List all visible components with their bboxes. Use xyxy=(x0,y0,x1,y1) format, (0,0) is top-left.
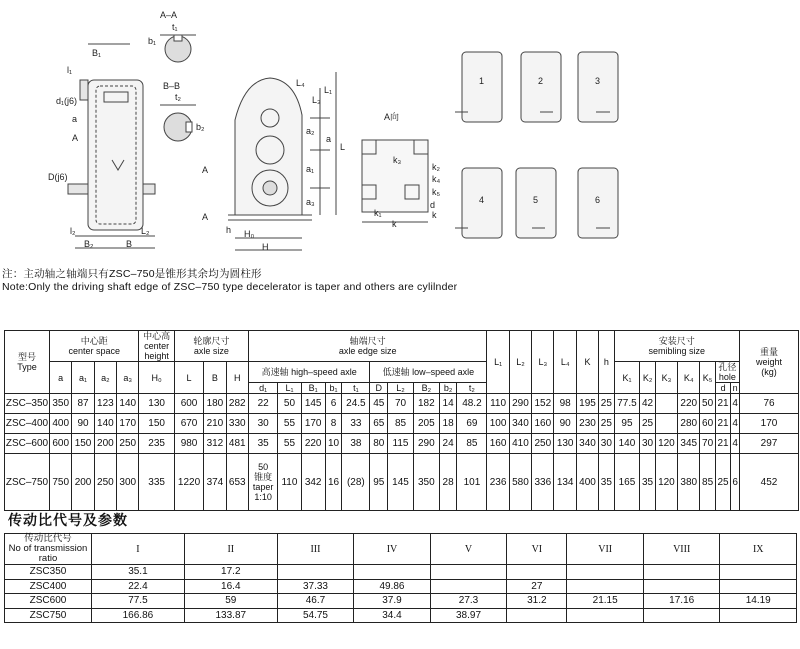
cell: 8 xyxy=(325,414,342,434)
label-H: H xyxy=(262,242,269,252)
cell: 6 xyxy=(325,394,342,414)
header-L3: L₃ xyxy=(532,331,554,394)
cell: 4 xyxy=(731,414,740,434)
cell: 220 xyxy=(678,394,700,414)
label-L2: L₂ xyxy=(141,226,150,236)
header-axle-edge-size: 轴端尺寸 axle edge size xyxy=(248,331,486,362)
cell: 55 xyxy=(278,434,301,454)
label-k3: k₃ xyxy=(393,155,402,165)
header-H: H xyxy=(226,362,248,394)
cell: 95 xyxy=(370,454,388,511)
ratio-cell: 37.33 xyxy=(277,579,354,594)
cell: 21 xyxy=(715,414,731,434)
label-L4: L₄ xyxy=(296,78,305,88)
cell: 200 xyxy=(94,434,116,454)
ratio-cell xyxy=(277,565,354,580)
cell: 35 xyxy=(599,454,614,511)
ratio-cell: 54.75 xyxy=(277,608,354,623)
view-a-label: A向 xyxy=(384,112,400,122)
cell: 230 xyxy=(576,414,598,434)
cell: 70 xyxy=(700,434,715,454)
ratio-cell: 37.9 xyxy=(354,594,431,609)
cell: 30 xyxy=(248,414,277,434)
cell: 14 xyxy=(439,394,457,414)
cell: 165 xyxy=(614,454,640,511)
cell: 280 xyxy=(678,414,700,434)
cell-weight: 452 xyxy=(740,454,799,511)
label-t2: t₂ xyxy=(175,92,181,102)
cell: 85 xyxy=(457,434,487,454)
cell: 90 xyxy=(554,414,576,434)
label-L: L xyxy=(340,142,346,152)
cell: 120 xyxy=(655,454,677,511)
ratio-model: ZSC750 xyxy=(5,608,92,623)
cell: 80 xyxy=(370,434,388,454)
cell: 145 xyxy=(388,454,414,511)
header-n: n xyxy=(732,383,738,393)
cell: 250 xyxy=(117,434,139,454)
header-L1: L₁ xyxy=(487,331,509,394)
layout-2-number: 2 xyxy=(538,76,544,86)
cell: 50 xyxy=(700,394,715,414)
cell: 380 xyxy=(678,454,700,511)
cell: 70 xyxy=(388,394,414,414)
cell: 110 xyxy=(278,454,301,511)
cell: 345 xyxy=(678,434,700,454)
cell: (28) xyxy=(342,454,370,511)
ratio-code-8: VIII xyxy=(643,534,720,565)
header-a3: a₃ xyxy=(117,362,139,394)
header-L4: L₄ xyxy=(554,331,576,394)
header-K5: K₅ xyxy=(700,362,715,394)
header-type: 型号 Type xyxy=(5,331,50,394)
ratio-section-title: 传动比代号及参数 xyxy=(8,512,128,528)
cell: 25 xyxy=(715,454,731,511)
header-t1: t₁ xyxy=(342,383,370,394)
ratio-cell: 49.86 xyxy=(354,579,431,594)
label-k1: k₁ xyxy=(374,208,382,218)
ratio-cell: 21.15 xyxy=(567,594,644,609)
cell: 653 xyxy=(226,454,248,511)
ratio-cell: 59 xyxy=(184,594,277,609)
cell xyxy=(655,394,677,414)
section-aa-label: A–A xyxy=(160,10,178,20)
cell: 4 xyxy=(731,394,740,414)
cell: 374 xyxy=(204,454,226,511)
cell: 182 xyxy=(413,394,439,414)
cell: 6 xyxy=(731,454,740,511)
cell: 300 xyxy=(117,454,139,511)
ratio-cell xyxy=(567,565,644,580)
table-row xyxy=(5,594,797,609)
cell: 130 xyxy=(139,394,174,414)
cell: 340 xyxy=(509,414,531,434)
cell: 750 xyxy=(50,454,72,511)
cell: 69 xyxy=(457,414,487,434)
cell: 152 xyxy=(532,394,554,414)
label-A-bottom: A xyxy=(202,212,209,222)
header-high-speed-axle: 高速轴 high–speed axle xyxy=(248,362,369,383)
cell: 90 xyxy=(72,414,94,434)
cell: 180 xyxy=(204,394,226,414)
header-low-speed-axle: 低速轴 low–speed axle xyxy=(370,362,487,383)
cell-weight: 170 xyxy=(740,414,799,434)
cell: 25 xyxy=(599,414,614,434)
layout-6-number: 6 xyxy=(595,195,601,205)
cell: 235 xyxy=(139,434,174,454)
header-d1: d₁ xyxy=(248,383,277,394)
cell-type: ZSC–400 xyxy=(5,414,50,434)
cell: 580 xyxy=(509,454,531,511)
cell: 65 xyxy=(370,414,388,434)
ratio-model: ZSC350 xyxy=(5,565,92,580)
cell: 236 xyxy=(487,454,509,511)
cell: 48.2 xyxy=(457,394,487,414)
label-k2: k₂ xyxy=(432,162,440,172)
ratio-code-4: IV xyxy=(354,534,431,565)
label-b1: b₁ xyxy=(148,36,157,46)
ratio-cell: 35.1 xyxy=(92,565,185,580)
cell: 4 xyxy=(731,434,740,454)
label-b2: b₂ xyxy=(196,122,205,132)
header-L2-small: L₂ xyxy=(388,383,414,394)
cell: 342 xyxy=(301,454,325,511)
cell: 30 xyxy=(640,434,655,454)
header-L1-small: L₁ xyxy=(278,383,301,394)
cell: 312 xyxy=(204,434,226,454)
note-english: Note:Only the driving shaft edge of ZSC–750 type decelerator is taper and others are cylilnder xyxy=(2,281,458,293)
ratio-cell xyxy=(720,579,797,594)
section-aa-drawing xyxy=(160,35,196,62)
header-weight: 重量 weight (kg) xyxy=(740,331,799,394)
ratio-code-9: IX xyxy=(720,534,797,565)
label-t1: t₁ xyxy=(172,22,178,32)
label-k5: k₅ xyxy=(432,187,441,197)
header-K1: K₁ xyxy=(614,362,640,394)
cell: 35 xyxy=(248,434,277,454)
cell xyxy=(655,414,677,434)
ratio-model: ZSC600 xyxy=(5,594,92,609)
cell: 160 xyxy=(532,414,554,434)
cell: 220 xyxy=(301,434,325,454)
cell: 170 xyxy=(301,414,325,434)
cell: 400 xyxy=(50,414,72,434)
ratio-cell: 77.5 xyxy=(92,594,185,609)
cell: 1220 xyxy=(174,454,203,511)
label-k4: k₄ xyxy=(432,174,441,184)
header-L: L xyxy=(174,362,203,394)
cell: 10 xyxy=(325,434,342,454)
ratio-code-2: II xyxy=(184,534,277,565)
ratio-model: ZSC400 xyxy=(5,579,92,594)
ratio-cell xyxy=(430,565,507,580)
side-view-drawing xyxy=(68,44,155,248)
label-d: d xyxy=(430,200,436,210)
technical-drawings xyxy=(0,0,800,262)
layout-1-number: 1 xyxy=(479,76,485,86)
cell: 600 xyxy=(50,434,72,454)
ratio-code-7: VII xyxy=(567,534,644,565)
header-center-height: 中心高 center height xyxy=(139,331,174,362)
label-a2: a₂ xyxy=(306,126,315,136)
ratio-cell xyxy=(720,565,797,580)
header-axle-size: 轮廓尺寸 axle size xyxy=(174,331,248,362)
cell: 150 xyxy=(72,434,94,454)
cell-weight: 297 xyxy=(740,434,799,454)
cell: 250 xyxy=(532,434,554,454)
cell: 130 xyxy=(554,434,576,454)
table-row xyxy=(5,565,797,580)
layout-5-number: 5 xyxy=(533,195,539,205)
view-a-drawing xyxy=(362,140,428,222)
cell: 30 xyxy=(599,434,614,454)
label-B2: B₂ xyxy=(84,239,94,249)
label-B: B xyxy=(126,239,133,249)
header-h: h xyxy=(599,331,614,394)
ratio-table xyxy=(4,533,797,623)
cell: 170 xyxy=(117,414,139,434)
cell: 600 xyxy=(174,394,203,414)
cell: 160 xyxy=(487,434,509,454)
ratio-cell: 133.87 xyxy=(184,608,277,623)
label-h: h xyxy=(226,225,232,235)
table-row xyxy=(5,454,799,511)
section-bb-label: B–B xyxy=(163,81,181,91)
label-a: a xyxy=(326,134,332,144)
label-a1: a₁ xyxy=(306,164,315,174)
label-a3: a₃ xyxy=(306,197,315,207)
ratio-cell: 34.4 xyxy=(354,608,431,623)
cell: 282 xyxy=(226,394,248,414)
table-row xyxy=(5,394,799,414)
cell: 145 xyxy=(301,394,325,414)
cell: 330 xyxy=(226,414,248,434)
cell: 335 xyxy=(139,454,174,511)
cell: 340 xyxy=(576,434,598,454)
ratio-cell: 166.86 xyxy=(92,608,185,623)
cell: 38 xyxy=(342,434,370,454)
ratio-header: 传动比代号 No of transmission ratio xyxy=(5,534,92,565)
cell: 85 xyxy=(388,414,414,434)
ratio-code-1: I xyxy=(92,534,185,565)
ratio-cell: 16.4 xyxy=(184,579,277,594)
ratio-cell xyxy=(507,608,567,623)
cell: 290 xyxy=(509,394,531,414)
ratio-cell: 17.2 xyxy=(184,565,277,580)
label-L1: L₁ xyxy=(324,85,333,95)
cell-taper: 50 锥度 taper 1:10 xyxy=(248,454,277,511)
header-d: d xyxy=(715,383,731,394)
header-B: B xyxy=(204,362,226,394)
cell: 98 xyxy=(554,394,576,414)
ratio-cell xyxy=(430,579,507,594)
header-t2: t₂ xyxy=(457,383,487,394)
cell-type: ZSC–600 xyxy=(5,434,50,454)
label-A: A xyxy=(72,133,79,143)
cell: 42 xyxy=(640,394,655,414)
cell: 21 xyxy=(715,394,731,414)
header-K: K xyxy=(576,331,598,394)
cell-type: ZSC–750 xyxy=(5,454,50,511)
cell: 400 xyxy=(576,454,598,511)
cell-weight: 76 xyxy=(740,394,799,414)
table-row xyxy=(5,579,797,594)
cell: 120 xyxy=(655,434,677,454)
cell: 150 xyxy=(139,414,174,434)
cell: 45 xyxy=(370,394,388,414)
ratio-code-3: III xyxy=(277,534,354,565)
cell: 100 xyxy=(487,414,509,434)
cell: 25 xyxy=(599,394,614,414)
cell: 101 xyxy=(457,454,487,511)
ratio-cell xyxy=(720,608,797,623)
header-b2: b₂ xyxy=(439,383,457,394)
header-K2: K₂ xyxy=(640,362,655,394)
cell: 123 xyxy=(94,394,116,414)
label-H0: H₀ xyxy=(244,229,255,239)
cell: 55 xyxy=(278,414,301,434)
header-a: a xyxy=(50,362,72,394)
cell: 85 xyxy=(700,454,715,511)
header-semibling-size: 安装尺寸 semibling size xyxy=(614,331,739,362)
header-H0: H₀ xyxy=(139,362,174,394)
label-kk: k xyxy=(432,210,437,220)
label-d1: d₁(j6) xyxy=(56,96,78,106)
ratio-cell xyxy=(507,565,567,580)
cell: 140 xyxy=(117,394,139,414)
spec-table xyxy=(4,330,799,511)
cell: 481 xyxy=(226,434,248,454)
label-l1: l₁ xyxy=(67,65,73,75)
cell: 25 xyxy=(640,414,655,434)
cell: 18 xyxy=(439,414,457,434)
cell: 200 xyxy=(72,454,94,511)
header-hole: 孔径 hole xyxy=(715,362,739,383)
cell: 24.5 xyxy=(342,394,370,414)
cell: 350 xyxy=(50,394,72,414)
label-B1: B₁ xyxy=(92,48,102,58)
header-K4: K₄ xyxy=(678,362,700,394)
ratio-cell xyxy=(643,579,720,594)
cell: 16 xyxy=(325,454,342,511)
cell: 410 xyxy=(509,434,531,454)
cell: 60 xyxy=(700,414,715,434)
cell: 250 xyxy=(94,454,116,511)
table-row xyxy=(5,434,799,454)
header-D: D xyxy=(370,383,388,394)
ratio-cell: 46.7 xyxy=(277,594,354,609)
ratio-cell: 38.97 xyxy=(430,608,507,623)
ratio-code-5: V xyxy=(430,534,507,565)
label-k: k xyxy=(392,219,397,229)
header-a1: a₁ xyxy=(72,362,94,394)
ratio-cell: 27.3 xyxy=(430,594,507,609)
cell: 22 xyxy=(248,394,277,414)
ratio-cell: 14.19 xyxy=(720,594,797,609)
ratio-cell: 17.16 xyxy=(643,594,720,609)
layout-4-number: 4 xyxy=(479,195,485,205)
cell: 33 xyxy=(342,414,370,434)
label-a: a xyxy=(72,114,78,124)
cell: 980 xyxy=(174,434,203,454)
layout-3-number: 3 xyxy=(595,76,601,86)
note-chinese: 注：主动轴之轴端只有ZSC–750是锥形其余均为圆柱形 xyxy=(2,268,262,280)
label-l2: l₂ xyxy=(70,226,76,236)
label-L3: L₃ xyxy=(312,95,321,105)
cell: 350 xyxy=(413,454,439,511)
cell-type: ZSC–350 xyxy=(5,394,50,414)
header-B2: B₂ xyxy=(413,383,439,394)
header-B1: B₁ xyxy=(301,383,325,394)
ratio-cell xyxy=(567,579,644,594)
ratio-cell xyxy=(643,565,720,580)
cell: 195 xyxy=(576,394,598,414)
cell: 21 xyxy=(715,434,731,454)
cell: 35 xyxy=(640,454,655,511)
table-row xyxy=(5,608,797,623)
cell: 50 xyxy=(278,394,301,414)
cell: 134 xyxy=(554,454,576,511)
header-a2: a₂ xyxy=(94,362,116,394)
cell: 77.5 xyxy=(614,394,640,414)
cell: 140 xyxy=(614,434,640,454)
ratio-code-6: VI xyxy=(507,534,567,565)
table-row xyxy=(5,414,799,434)
header-L2: L₂ xyxy=(509,331,531,394)
section-bb-drawing xyxy=(160,105,196,141)
ratio-cell xyxy=(567,608,644,623)
header-center-space: 中心距 center space xyxy=(50,331,139,362)
cell: 205 xyxy=(413,414,439,434)
ratio-cell xyxy=(354,565,431,580)
cell: 24 xyxy=(439,434,457,454)
cell: 28 xyxy=(439,454,457,511)
cell: 670 xyxy=(174,414,203,434)
ratio-cell: 22.4 xyxy=(92,579,185,594)
ratio-cell: 31.2 xyxy=(507,594,567,609)
label-D: D(j6) xyxy=(48,172,68,182)
header-b1: b₁ xyxy=(325,383,342,394)
ratio-cell: 27 xyxy=(507,579,567,594)
cell: 210 xyxy=(204,414,226,434)
cell: 290 xyxy=(413,434,439,454)
cell: 140 xyxy=(94,414,116,434)
ratio-cell xyxy=(643,608,720,623)
cell: 95 xyxy=(614,414,640,434)
label-A-side: A xyxy=(202,165,209,175)
cell: 87 xyxy=(72,394,94,414)
cell: 336 xyxy=(532,454,554,511)
cell: 115 xyxy=(388,434,414,454)
cell: 110 xyxy=(487,394,509,414)
header-K3: K₃ xyxy=(655,362,677,394)
